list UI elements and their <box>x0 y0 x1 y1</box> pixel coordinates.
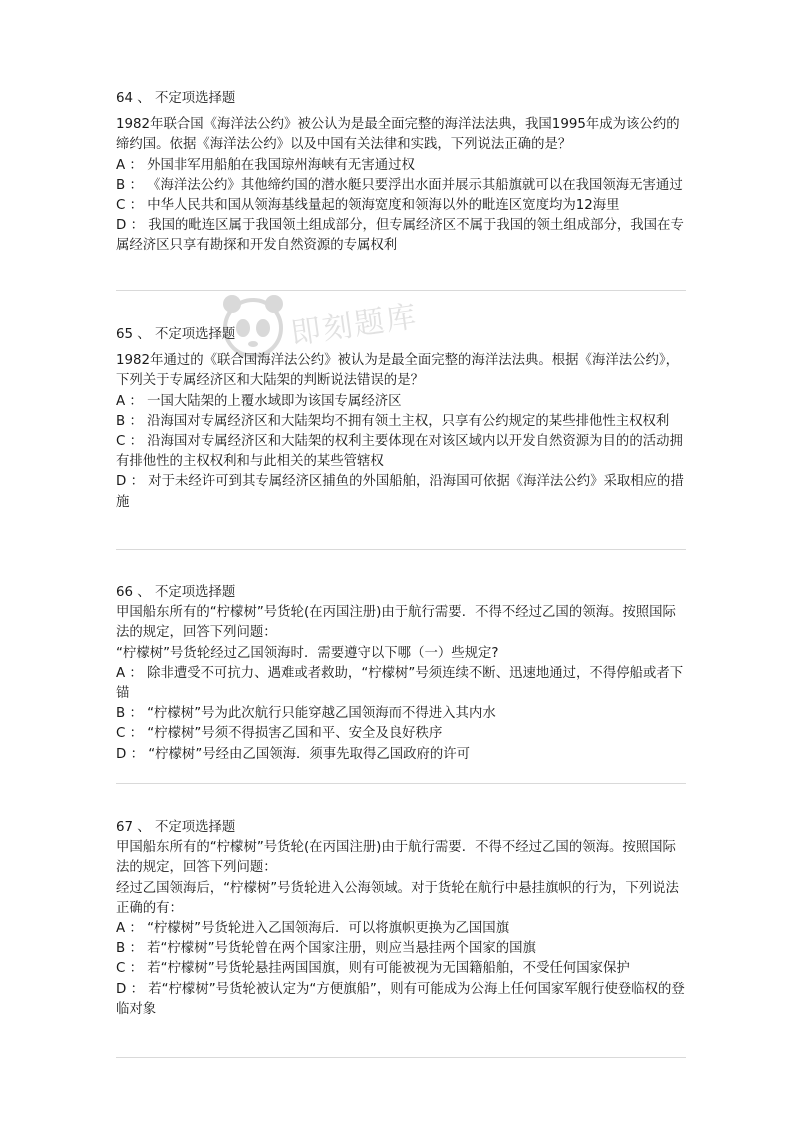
option-c: C ： 若“柠檬树”号货轮悬挂两国国旗，则有可能被视为无国籍船舶，不受任何国家保护 <box>116 961 630 977</box>
question-sub-stem: 经过乙国领海后，“柠檬树”号货轮进入公海领域。对于货轮在航行中悬挂旗帜的行为，下列说法正确的有： <box>116 880 679 916</box>
option-a: A ： 外国非军用船舶在我国琼州海峡有无害通过权 <box>116 157 415 173</box>
question-header: 66 、 不定项选择题 <box>116 585 236 600</box>
option-c: C ： “柠檬树”号须不得损害乙国和平、安全及良好秩序 <box>116 726 443 742</box>
question-divider <box>116 783 686 784</box>
question-65 <box>116 325 686 513</box>
question-divider <box>116 549 686 550</box>
question-stem: 1982年联合国《海洋法公约》被公认为是最全面完整的海洋法法典，我国1995年成为该公约的缔约国。依据《海洋法公约》以及中国有关法律和实践，下列说法正确的是？ <box>116 117 680 153</box>
option-a: A ： 一国大陆架的上覆水域即为该国专属经济区 <box>116 393 402 409</box>
option-d: D ： “柠檬树”号经由乙国领海．须事先取得乙国政府的许可 <box>116 746 471 762</box>
option-d: D ： 我国的毗连区属于我国领土组成部分，但专属经济区不属于我国的领土组成部分，我国在专属经济区只享有勘探和开发自然资源的专属权利 <box>116 218 684 254</box>
option-d: D ： 对于未经许可到其专属经济区捕鱼的外国船舶，沿海国可依据《海洋法公约》采取相应的措施 <box>116 474 684 510</box>
question-66 <box>116 583 686 765</box>
option-c: C ： 沿海国对专属经济区和大陆架的权利主要体现在对该区域内以开发自然资源为目的的活动拥有排他性的主权权利和与此相关的某些管辖权 <box>116 434 683 470</box>
question-stem: 1982年通过的《联合国海洋法公约》被认为是最全面完整的海洋法法典。根据《海洋法公约》，下列关于专属经济区和大陆架的判断说法错误的是？ <box>116 353 680 389</box>
question-64 <box>116 89 686 257</box>
option-b: B ： “柠檬树”号为此次航行只能穿越乙国领海而不得进入其内水 <box>116 706 496 722</box>
question-67 <box>116 818 686 1020</box>
option-d: D ： 若“柠檬树”号货轮被认定为“方便旗船”，则有可能成为公海上任何国家军舰行使登临权的登临对象 <box>116 981 685 1017</box>
question-stem: 甲国船东所有的“柠檬树”号货轮(在丙国注册)由于航行需要．不得不经过乙国的领海。按照国际法的规定，回答下列问题： <box>116 605 676 641</box>
question-divider <box>116 1057 686 1058</box>
question-header: 65 、 不定项选择题 <box>116 327 236 342</box>
question-header: 64 、 不定项选择题 <box>116 91 236 106</box>
option-b: B ： 若“柠檬树”号货轮曾在两个国家注册，则应当悬挂两个国家的国旗 <box>116 941 536 957</box>
option-b: B ： 《海洋法公约》其他缔约国的潜水艇只要浮出水面并展示其船旗就可以在我国领海无害通过 <box>116 177 683 193</box>
option-b: B ： 沿海国对专属经济区和大陆架均不拥有领土主权，只享有公约规定的某些排他性主权权利 <box>116 413 670 429</box>
option-c: C ： 中华人民共和国从领海基线量起的领海宽度和领海以外的毗连区宽度均为12海里 <box>116 198 620 214</box>
question-divider <box>116 290 686 291</box>
option-a: A ： “柠檬树”号货轮进入乙国领海后．可以将旗帜更换为乙国国旗 <box>116 921 510 937</box>
question-sub-stem: “柠檬树”号货轮经过乙国领海时．需要遵守以下哪（一）些规定? <box>116 645 499 661</box>
question-header: 67 、 不定项选择题 <box>116 820 236 835</box>
option-a: A ： 除非遭受不可抗力、遇难或者救助，“柠檬树”号须连续不断、迅速地通过，不得停船或者下锚 <box>116 665 684 702</box>
question-stem: 甲国船东所有的“柠檬树”号货轮(在丙国注册)由于航行需要．不得不经过乙国的领海。按照国际法的规定，回答下列问题： <box>116 840 676 876</box>
watermark-text: 即刻题库 <box>288 299 421 352</box>
